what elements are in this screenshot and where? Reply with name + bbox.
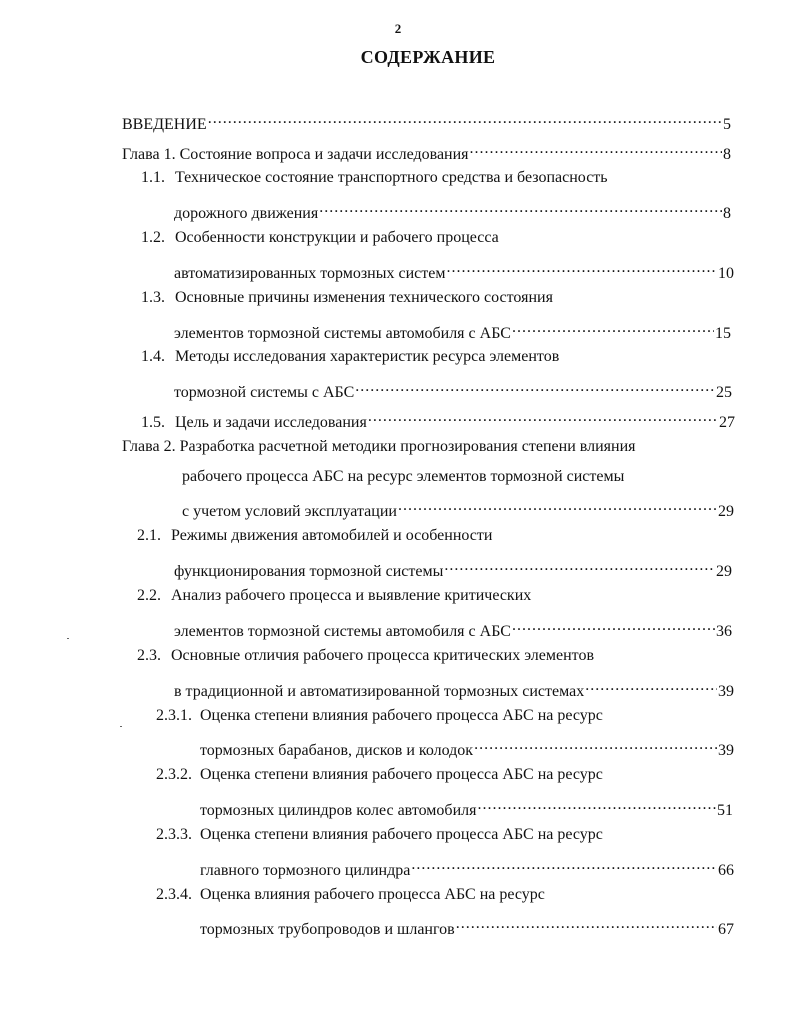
toc-entry-1-1: [141, 168, 608, 188]
toc-entry-text: с учетом условий эксплуатации: [182, 503, 397, 520]
dot-leader: [368, 407, 718, 427]
toc-entry-text: тормозных трубопроводов и шлангов: [200, 921, 455, 938]
toc-entry-2-3: [137, 646, 594, 666]
toc-entry-1-4-cont: [174, 377, 732, 401]
dot-leader: [456, 914, 717, 934]
dot-leader: [470, 139, 722, 159]
toc-entry-text: Основные отличия рабочего процесса критических элементов: [171, 647, 595, 664]
toc-entry-text: в традиционной и автоматизированной тормозных системах: [174, 683, 585, 700]
toc-section-number: 2.3.2.: [156, 766, 192, 783]
toc-page-number: 8: [723, 146, 731, 163]
toc-entry-text: дорожного движения: [174, 205, 319, 222]
toc-page-number: 67: [718, 921, 734, 938]
toc-entry-text: Оценка степени влияния рабочего процесса АБС на ресурс: [200, 707, 603, 724]
dot-leader: [446, 258, 717, 278]
toc-entry-text: функционирования тормозной системы: [174, 563, 444, 580]
toc-page-number: 39: [718, 683, 734, 700]
toc-entry-text: тормозных барабанов, дисков и колодок: [200, 742, 474, 759]
dot-leader: [398, 496, 717, 516]
page-title: СОДЕРЖАНИЕ: [360, 47, 496, 67]
toc-entry-1-3-cont: [174, 318, 731, 342]
toc-entry-text: Методы исследования характеристик ресурса элементов: [175, 348, 560, 365]
toc-entry-1-1-cont: [174, 198, 731, 222]
toc-page-number: 10: [718, 265, 734, 282]
toc-entry-text: Оценка степени влияния рабочего процесса АБС на ресурс: [200, 766, 603, 783]
toc-entry-2-3-1: [156, 706, 603, 726]
dot-leader: [319, 198, 722, 218]
dot-leader: [208, 109, 722, 129]
toc-entry-1-3: [141, 288, 553, 308]
toc-section-number: 2.3.1.: [156, 707, 192, 724]
toc-page-number: 29: [716, 563, 732, 580]
toc-section-number: 1.1.: [141, 169, 165, 186]
toc-entry-2-3-3: [156, 825, 603, 845]
toc-entry-text: главного тормозного цилиндра: [200, 862, 411, 879]
toc-section-number: 1.3.: [141, 289, 165, 306]
dot-leader: [477, 795, 716, 815]
dot-leader: [355, 377, 715, 397]
toc-entry-2-3-cont: [174, 676, 734, 700]
toc-entry-chapter-2: [122, 437, 636, 457]
toc-page-number: 39: [718, 742, 734, 759]
toc-page-number: 5: [723, 116, 731, 133]
dot-leader: [474, 735, 717, 755]
toc-entry-chapter-2-cont: [182, 467, 624, 487]
dot-leader: [512, 616, 715, 636]
toc-section-number: 2.2.: [137, 587, 161, 604]
toc-entry-text: автоматизированных тормозных систем: [174, 265, 446, 282]
toc-page-number: 8: [723, 205, 731, 222]
toc-entry-chapter-2-cont-2: [182, 496, 734, 520]
toc-entry-1-4: [141, 347, 559, 367]
toc-section-number: 2.3.4.: [156, 886, 192, 903]
toc-entry-2-3-2: [156, 765, 603, 785]
toc-section-number: 1.2.: [141, 229, 165, 246]
toc-entry-2-1-cont: [174, 556, 732, 580]
toc-section-number: 1.4.: [141, 348, 165, 365]
toc-entry-text: Глава 1. Состояние вопроса и задачи исследования: [122, 146, 469, 163]
toc-entry-1-5: [141, 407, 735, 431]
toc-entry-text: элементов тормозной системы автомобиля с АБС: [174, 325, 511, 342]
toc-entry-text: элементов тормозной системы автомобиля с АБС: [174, 623, 511, 640]
toc-page-number: 15: [715, 325, 731, 342]
toc-section-number: 2.3.: [137, 647, 161, 664]
toc-entry-text: Режимы движения автомобилей и особенности: [171, 527, 493, 544]
toc-entry-2-1: [137, 526, 492, 546]
toc-entry-2-3-4: [156, 885, 545, 905]
toc-entry-2-3-1-cont: [200, 735, 734, 759]
toc-page-number: 25: [716, 384, 732, 401]
toc-entry-text: тормозных цилиндров колес автомобиля: [200, 802, 477, 819]
toc-entry-text: тормозной системы с АБС: [174, 384, 355, 401]
dot-leader: [444, 556, 715, 576]
scan-speck: [120, 726, 122, 727]
toc-entry-chapter-1: [122, 139, 731, 163]
toc-entry-text: ВВЕДЕНИЕ: [122, 116, 207, 133]
toc-entry-2-3-2-cont: [200, 795, 733, 819]
toc-entry-2-3-4-cont: [200, 914, 734, 938]
toc-entry-2-2-cont: [174, 616, 732, 640]
toc-entry-text: Цель и задачи исследования: [175, 414, 367, 431]
toc-section-number: 1.5.: [141, 414, 165, 431]
toc-section-number: 2.1.: [137, 527, 161, 544]
scan-speck: [67, 638, 69, 639]
page-number: 2: [394, 21, 402, 36]
toc-entry-text: Оценка влияния рабочего процесса АБС на ресурс: [200, 886, 545, 903]
toc-entry-text: рабочего процесса АБС на ресурс элементов тормозной системы: [182, 468, 625, 485]
toc-entry-introduction: [122, 109, 731, 133]
toc-entry-text: Техническое состояние транспортного средства и безопасность: [175, 169, 608, 186]
toc-entry-text: Особенности конструкции и рабочего процесса: [175, 229, 499, 246]
toc-entry-text: Глава 2. Разработка расчетной методики прогнозирования степени влияния: [122, 438, 636, 455]
toc-entry-text: Оценка степени влияния рабочего процесса АБС на ресурс: [200, 826, 603, 843]
toc-entry-1-2-cont: [174, 258, 734, 282]
dot-leader: [512, 318, 714, 338]
dot-leader: [585, 676, 717, 696]
toc-page-number: 36: [716, 623, 732, 640]
dot-leader: [411, 855, 717, 875]
toc-page-number: 51: [717, 802, 733, 819]
toc-entry-text: Анализ рабочего процесса и выявление критических: [171, 587, 532, 604]
toc-page-number: 29: [718, 503, 734, 520]
toc-entry-text: Основные причины изменения технического состояния: [175, 289, 553, 306]
toc-section-number: 2.3.3.: [156, 826, 192, 843]
toc-entry-1-2: [141, 228, 499, 248]
toc-entry-2-2: [137, 586, 531, 606]
toc-page-number: 27: [719, 414, 735, 431]
toc-entry-2-3-3-cont: [200, 855, 734, 879]
toc-page-number: 66: [718, 862, 734, 879]
